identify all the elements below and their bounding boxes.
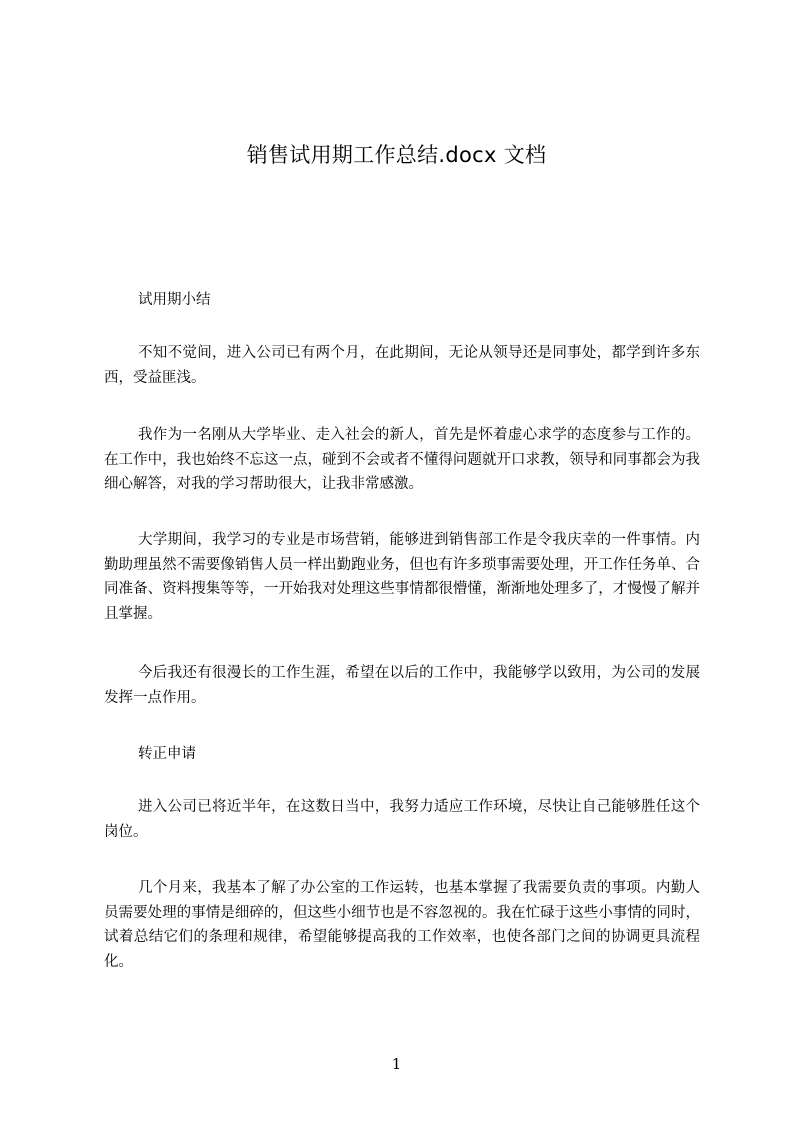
paragraph: 我作为一名刚从大学毕业、走入社会的新人，首先是怀着虚心求学的态度参与工作的。在工作中，我也始终不忘这一点，碰到不会或者不懂得问题就开口求教，领导和同事都会为我细心解答，对我的学习帮助很大，让我非常感激。	[104, 427, 700, 492]
paragraph: 大学期间，我学习的专业是市场营销，能够进到销售部工作是令我庆幸的一件事情。内勤助理虽然不需要像销售人员一样出勤跑业务，但也有许多琐事需要处理，开工作任务单、合同准备、资料搜集等等，一开始我对处理这些事情都很懵懂，渐渐地处理多了，才慢慢了解并且掌握。	[104, 532, 700, 622]
paragraph: 今后我还有很漫长的工作生涯，希望在以后的工作中，我能够学以致用，为公司的发展发挥一点作用。	[104, 665, 700, 706]
paragraph: 几个月来，我基本了解了办公室的工作运转，也基本掌握了我需要负责的事项。内勤人员需要处理的事情是细碎的，但这些小细节也是不容忽视的。我在忙碌于这些小事情的同时，试着总结它们的条理和规律，希望能够提高我的工作效率，也使各部门之间的协调更具流程化。	[104, 880, 700, 970]
page-number: 1	[391, 1055, 402, 1073]
section-heading-regularization-application: 转正申请	[138, 746, 196, 762]
paragraph: 不知不觉间，进入公司已有两个月，在此期间，无论从领导还是同事处，都学到许多东西，受益匪浅。	[104, 345, 700, 386]
document-title: 销售试用期工作总结.docx 文档	[246, 143, 547, 167]
paragraph: 进入公司已将近半年，在这数日当中，我努力适应工作环境，尽快让自己能够胜任这个岗位。	[104, 799, 700, 840]
section-heading-probation-summary: 试用期小结	[138, 292, 211, 308]
